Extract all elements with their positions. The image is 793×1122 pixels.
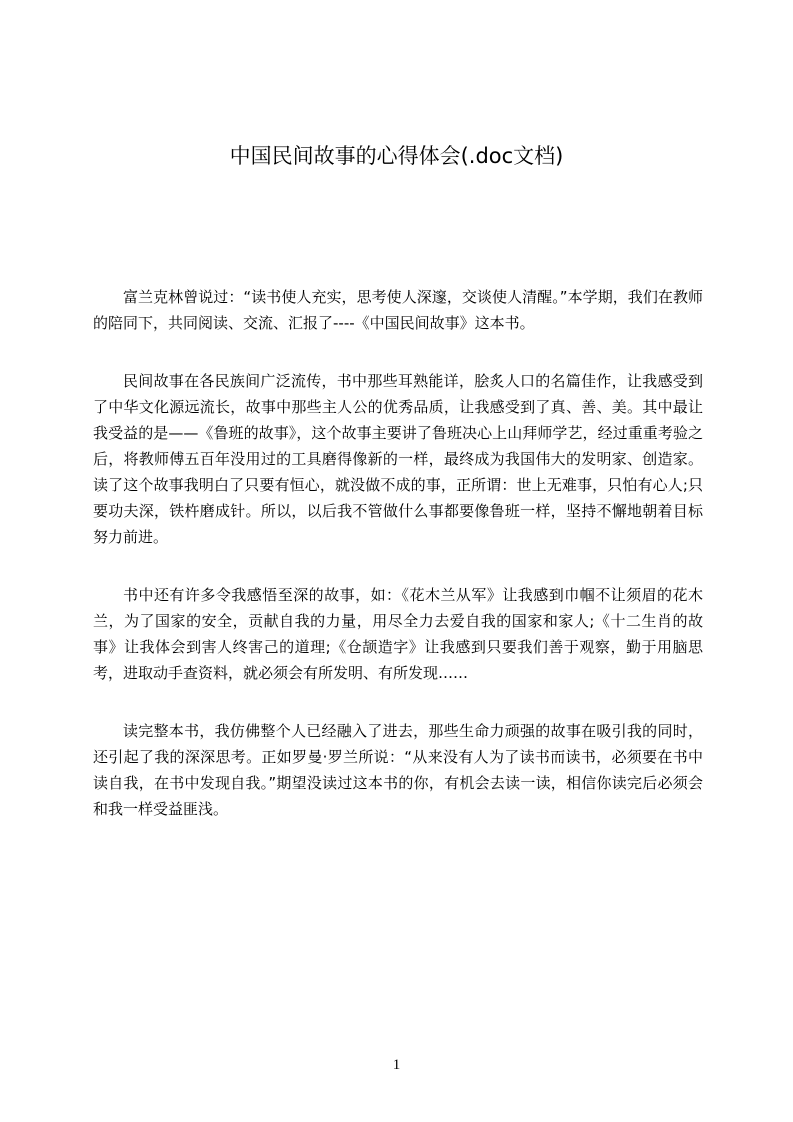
document-body xyxy=(93,284,703,854)
paragraph-3: 书中还有许多令我感悟至深的故事，如：《花木兰从军》让我感到巾帼不让须眉的花木兰，为了国家的安全，贡献自我的力量，用尽全力去爱自我的国家和家人;《十二生肖的故事》让我体会到害人终害己的道理;《仓颉造字》让我感到只要我们善于观察，勤于用脑思考，进取动手查资料，就必须会有所发明、有所发现…… xyxy=(93,586,703,682)
page-number: 1 xyxy=(392,1057,401,1073)
paragraph-4: 读完整本书，我仿佛整个人已经融入了进去，那些生命力顽强的故事在吸引我的同时，还引起了我的深深思考。正如罗曼·罗兰所说：“从来没有人为了读书而读书，必须要在书中读自我，在书中发现自我。”期望没读过这本书的你，有机会去读一读，相信你读完后必须会和我一样受益匪浅。 xyxy=(93,722,703,818)
paragraph-1: 富兰克林曾说过：“读书使人充实，思考使人深邃，交谈使人清醒。”本学期，我们在教师的陪同下，共同阅读、交流、汇报了----《中国民间故事》这本书。 xyxy=(93,288,703,332)
paragraph-2: 民间故事在各民族间广泛流传，书中那些耳熟能详，脍炙人口的名篇佳作，让我感受到了中华文化源远流长，故事中那些主人公的优秀品质，让我感受到了真、善、美。其中最让我受益的是——《鲁班的故事》，这个故事主要讲了鲁班决心上山拜师学艺，经过重重考验之后，将教师傅五百年没用过的工具磨得像新的一样，最终成为我国伟大的发明家、创造家。读了这个故事我明白了只要有恒心，就没做不成的事，正所谓：世上无难事，只怕有心人;只要功夫深，铁杵磨成针。所以，以后我不管做什么事都要像鲁班一样，坚持不懈地朝着目标努力前进。 xyxy=(93,372,703,546)
document-title: 中国民间故事的心得体会(.doc文档) xyxy=(229,144,564,168)
